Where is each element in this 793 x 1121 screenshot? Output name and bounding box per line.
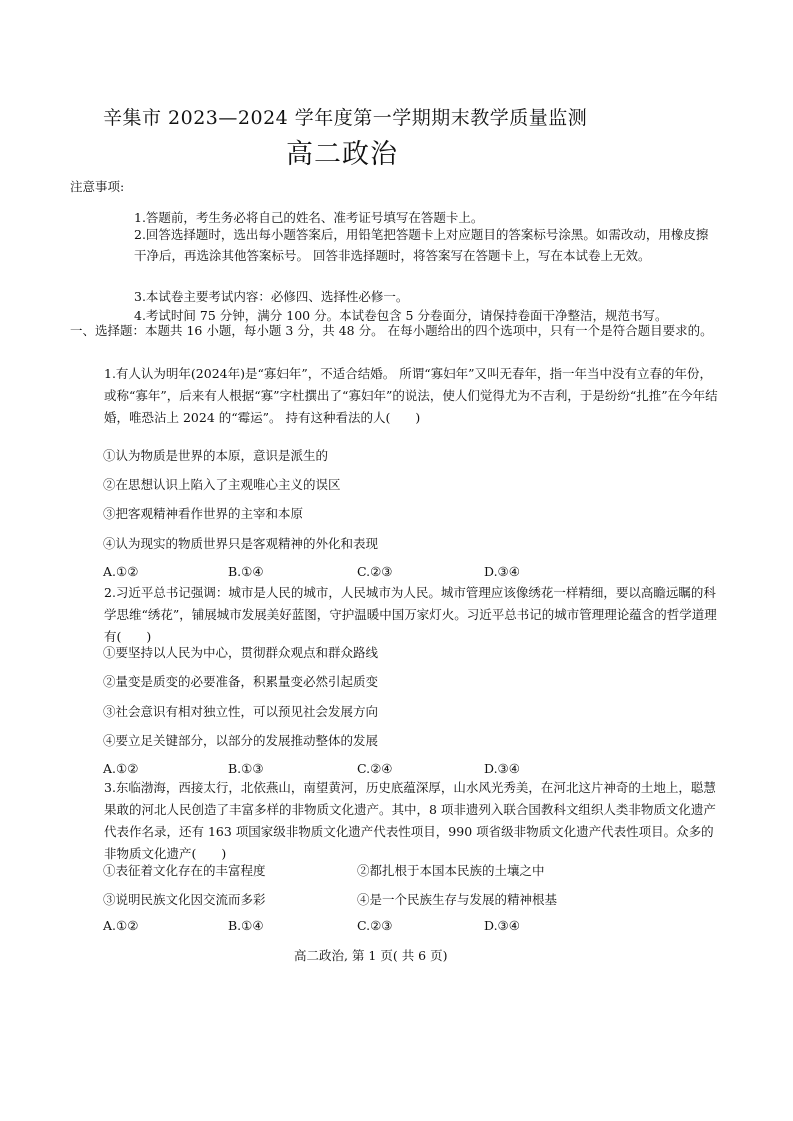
question-2-statement-3: ③社会意识有相对独立性，可以预见社会发展方向: [103, 704, 379, 719]
question-2-option-c: C.②④: [357, 761, 393, 776]
question-1-option-c: C.②③: [357, 564, 393, 579]
notice-item-2: 2.回答选择题时，选出每小题答案后，用铅笔把答题卡上对应题目的答案标号涂黑。如需改动，用橡皮擦干净后，再选涂其他答案标号。 回答非选择题时，将答案写在答题卡上，写在本试卷上无效。: [134, 227, 709, 263]
question-1-option-b: B.①④: [228, 564, 264, 579]
question-2-statement-2: ②量变是质变的必要准备，积累量变必然引起质变: [103, 674, 379, 689]
question-3-option-b: B.①④: [228, 918, 264, 933]
question-1-option-a: A.①②: [103, 564, 139, 579]
question-1-statement-3: ③把客观精神看作世界的主宰和本原: [103, 506, 304, 521]
question-3-option-a: A.①②: [103, 918, 139, 933]
question-2-option-a: A.①②: [103, 761, 139, 776]
question-1-statement-4: ④认为现实的物质世界只是客观精神的外化和表现: [103, 536, 379, 551]
question-3-statement-4: ④是一个民族生存与发展的精神根基: [357, 892, 558, 907]
question-1-option-d: D.③④: [484, 564, 520, 579]
exam-title: 辛集市 2023—2024 学年度第一学期期末教学质量监测: [103, 107, 588, 129]
question-3-statement-3: ③说明民族文化因交流而多彩: [103, 892, 266, 907]
question-1-statement-1: ①认为物质是世界的本原，意识是派生的: [103, 448, 329, 463]
notice-item-1: 1.答题前，考生务必将自己的姓名、准考证号填写在答题卡上。: [134, 210, 484, 225]
question-2-stem: 2.习近平总书记强调：城市是人民的城市，人民城市为人民。城市管理应该像绣花一样精细，要以高瞻远瞩的科学思维“绣花”，铺展城市发展美好蓝图，守护温暖中国万家灯火。习近平总书记的城市管理理论蕴含的哲学道理有( ): [104, 585, 717, 644]
question-3-option-c: C.②③: [357, 918, 393, 933]
section-heading: 一、选择题：本题共 16 小题，每小题 3 分，共 48 分。 在每小题给出的四个选项中，只有一个是符合题目要求的。: [70, 323, 713, 338]
question-2-statement-1: ①要坚持以人民为中心，贯彻群众观点和群众路线: [103, 645, 379, 660]
question-2-option-b: B.①③: [228, 761, 264, 776]
question-3-statement-1: ①表征着文化存在的丰富程度: [103, 863, 266, 878]
notice-heading: 注意事项:: [70, 179, 125, 194]
question-3-stem: 3.东临渤海，西接太行，北依燕山，南望黄河，历史底蕴深厚，山水风光秀美，在河北这片神奇的土地上，聪慧果敢的河北人民创造了丰富多样的非物质文化遗产。其中，8 项非遗列入联合国教科文组织人类非物质文化遗产代表作名录，还有 163 项国家级非物质文化遗产代表性项目，990 项省级非物质文化遗产代表性项目。众多的非物质文化遗产( ): [104, 780, 716, 861]
question-3-statement-2: ②都扎根于本国本民族的土壤之中: [357, 863, 545, 878]
exam-subject: 高二政治: [286, 139, 398, 170]
question-1-stem: 1.有人认为明年(2024年)是“寡妇年”，不适合结婚。 所谓“寡妇年”又叫无春年，指一年当中没有立春的年份，或称“寡年”，后来有人根据“寡”字杜撰出了“寡妇年”的说法，使人们觉得尤为不吉利，于是纷纷“扎推”在今年结婚，唯恐沾上 2024 的“霉运”。 持有这种看法的人( ): [104, 366, 718, 425]
question-2-option-d: D.③④: [484, 761, 520, 776]
question-3-option-d: D.③④: [484, 918, 520, 933]
notice-item-4: 4.考试时间 75 分钟，满分 100 分。本试卷包含 5 分卷面分，请保持卷面干净整洁，规范书写。: [134, 308, 668, 323]
page-footer: 高二政治, 第 1 页( 共 6 页): [294, 948, 448, 963]
notice-item-3: 3.本试卷主要考试内容：必修四、选择性必修一。: [134, 289, 409, 304]
question-2-statement-4: ④要立足关键部分，以部分的发展推动整体的发展: [103, 733, 379, 748]
question-1-statement-2: ②在思想认识上陷入了主观唯心主义的误区: [103, 477, 341, 492]
